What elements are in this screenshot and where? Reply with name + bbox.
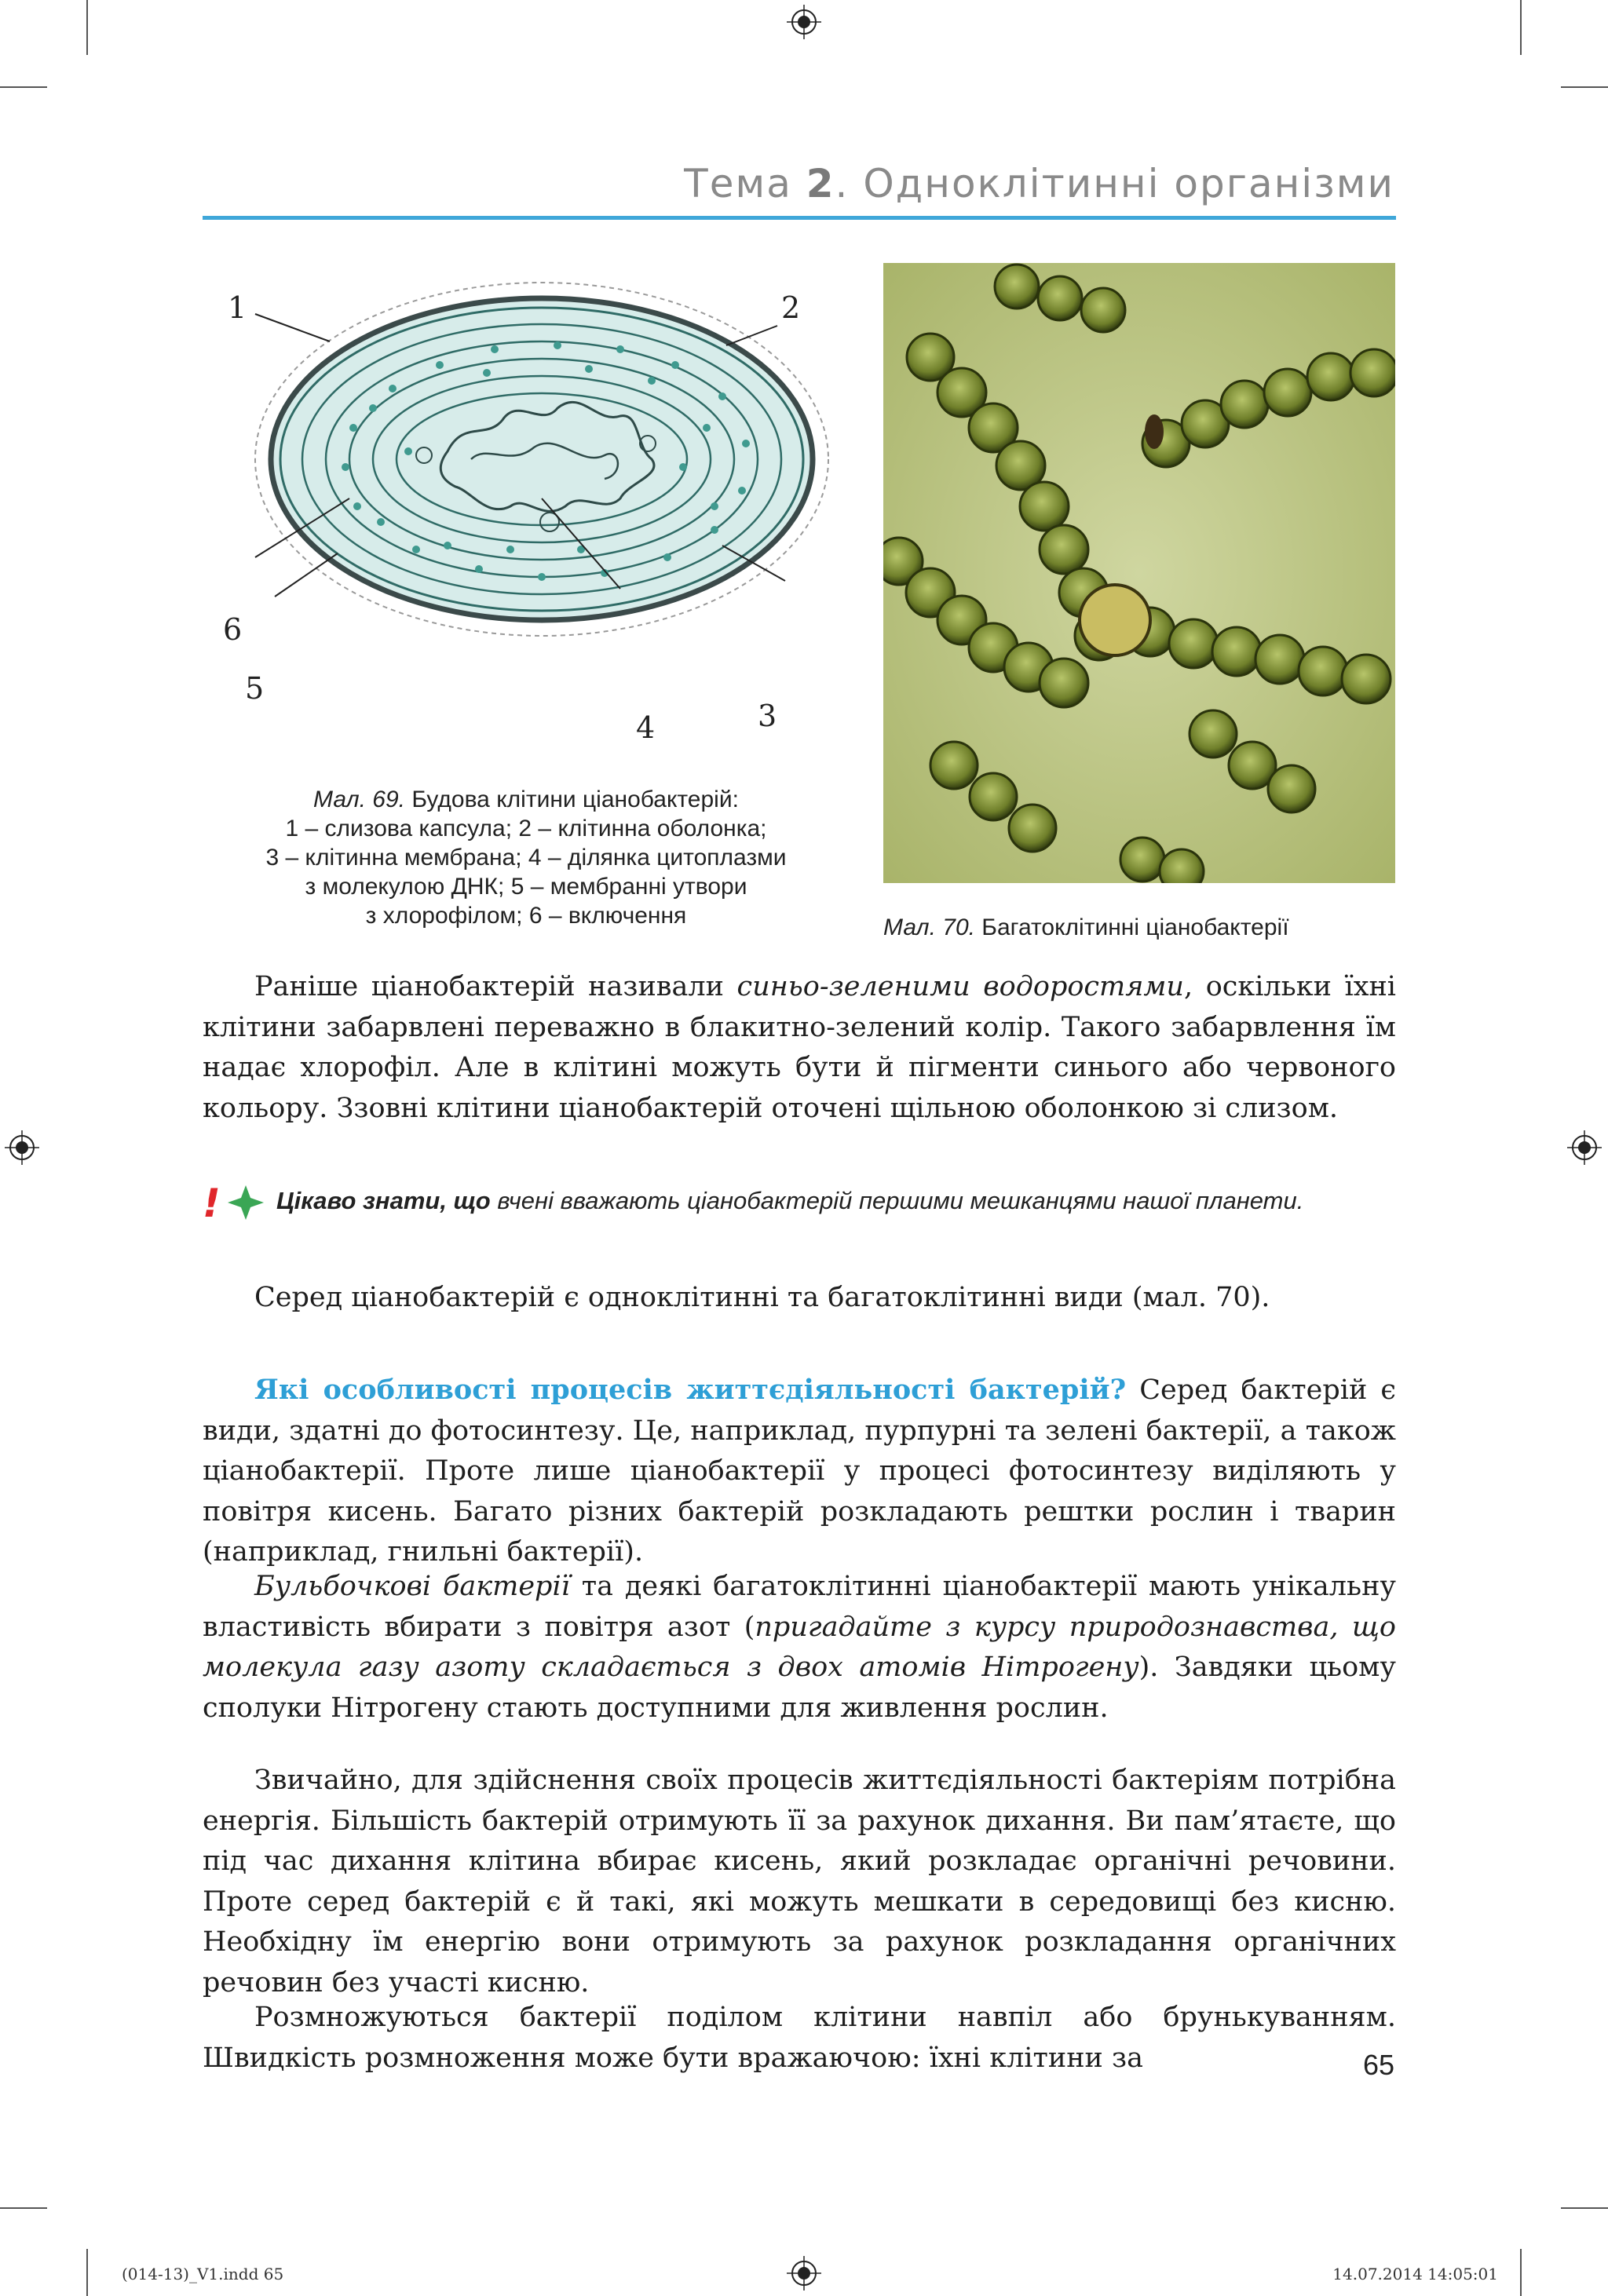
running-header xyxy=(684,161,1394,206)
text-run: ). Завдяки цьому сполуки Нітрогену стають доступними для живлення рослин. xyxy=(203,1652,1396,1724)
text-run: Серед ціанобактерій є одноклітинні та багатоклітинні види (мал. 70). xyxy=(254,1282,1270,1313)
topic-title: Одноклітинні організми xyxy=(863,161,1394,206)
crop-mark xyxy=(86,2249,88,2296)
paragraph xyxy=(203,1998,1396,2079)
topic-prefix: Тема xyxy=(684,161,806,206)
text-run: Раніше ціанобактерій називали xyxy=(254,971,737,1002)
crop-mark xyxy=(0,2207,47,2209)
caption-text: Багатоклітинні ціанобактерії xyxy=(974,914,1289,940)
caption-line: з хлорофілом; 6 – включення xyxy=(365,903,687,929)
diagram-label-2: 2 xyxy=(781,290,801,325)
note-lead: Цікаво знати, що xyxy=(276,1187,491,1214)
section-question-heading: Які особливості процесів життєдіяльності бактерій? xyxy=(254,1374,1127,1406)
registration-mark-icon xyxy=(1567,1130,1602,1165)
diagram-label-5: 5 xyxy=(245,671,265,706)
diagram-label-1: 1 xyxy=(228,290,247,325)
crop-mark xyxy=(86,0,88,55)
svg-text:!: ! xyxy=(203,1182,221,1223)
text-run: та деякі багатоклітинні ціанобактерії мають унікальну властивість вбирати з повітря азот ( xyxy=(203,1571,1397,1643)
italic-term: Бульбочкові бактерії xyxy=(254,1571,570,1602)
heterocyst xyxy=(1080,585,1150,655)
figure-69-ref: Мал. 69. xyxy=(313,787,406,812)
caption-line: 3 – клітинна мембрана; 4 – ділянка цитоплазми xyxy=(265,845,787,871)
caption-line: з молекулою ДНК; 5 – мембранні утвори xyxy=(305,874,747,900)
crop-mark xyxy=(1561,2207,1608,2209)
text-run: Звичайно, для здійснення своїх процесів життєдіяльності бактеріям потрібна енергія. Більшість бактерій отримують її за рахунок дихання. Ви пам’ятаєте, що під час дихання клітина вбирає кисень, який розкладає органічні речовини. Проте серед бактерій є й такі, які можуть мешкати в середовищі без кисню. Необхідну їм енергію вони отримують за рахунок розкладання органічних речовин без участі кисню. xyxy=(203,1765,1396,1999)
crop-mark xyxy=(1520,2249,1522,2296)
text-run: Серед бактерій є види, здатні до фотосинтезу. Це, наприклад, пурпурні та зелені бактерії, а також ціанобактерії. Проте лише ціанобактерії у процесі фотосинтезу виділяють у повітря кисень. Багато різних бактерій розкладають рештки рослин і тварин (наприклад, гнильні бактерії). xyxy=(203,1374,1396,1568)
italic-term: синьо-зеленими водоростями xyxy=(736,971,1184,1002)
figure-70-ref: Мал. 70. xyxy=(883,914,975,940)
caption-line: Будова клітини ціанобактерій: xyxy=(405,787,739,812)
registration-mark-icon xyxy=(787,5,821,39)
print-slug-left: (014-13)_V1.indd 65 xyxy=(122,2265,284,2283)
header-rule xyxy=(203,216,1396,220)
crop-mark xyxy=(1561,86,1608,88)
figure-69-caption xyxy=(200,785,852,930)
text-run: Розмножуються бактерії поділом клітини навпіл або брунькуванням. Швидкість розмноження може бути вражаючою: їхні клітини за xyxy=(203,2002,1396,2074)
crop-mark xyxy=(1520,0,1522,55)
diagram-label-4: 4 xyxy=(636,710,656,745)
text-run: , оскільки їхні клітини забарвлені переважно в блакитно-зелений колір. Такого забарвлення їм надає хлорофіл. Але в клітині можуть бути й пігменти синього або червоного кольору. Ззовні клітини ціанобактерій оточені щільною оболонкою зі слизом. xyxy=(203,971,1396,1124)
crop-mark xyxy=(0,86,47,88)
diagram-label-3: 3 xyxy=(758,699,777,733)
paragraph xyxy=(203,1567,1396,1728)
caption-line: 1 – слизова капсула; 2 – клітинна оболонка; xyxy=(285,816,767,841)
cyanobacteria-cell-diagram xyxy=(212,271,856,750)
topic-number: 2 xyxy=(806,161,835,206)
diagram-label-6: 6 xyxy=(223,612,243,647)
paragraph xyxy=(203,967,1396,1129)
registration-mark-icon xyxy=(787,2256,821,2291)
print-slug-right: 14.07.2014 14:05:01 xyxy=(1332,2265,1498,2283)
page-number: 65 xyxy=(1362,2049,1394,2081)
cyanobacteria-micrograph xyxy=(883,263,1395,883)
paragraph xyxy=(203,1761,1396,2003)
interesting-fact-note xyxy=(203,1184,1396,1218)
italic-aside: пригадайте з курсу природознавства, що молекула газу азоту складається з двох атомів Нітрогену xyxy=(203,1611,1397,1683)
topic-separator: . xyxy=(835,161,864,206)
paragraph xyxy=(203,1278,1396,1319)
registration-mark-icon xyxy=(5,1130,39,1165)
note-text: вчені вважають ціанобактерій першими мешканцями нашої планети. xyxy=(490,1187,1304,1214)
paragraph xyxy=(203,1370,1396,1573)
figure-70-caption xyxy=(883,913,1395,942)
